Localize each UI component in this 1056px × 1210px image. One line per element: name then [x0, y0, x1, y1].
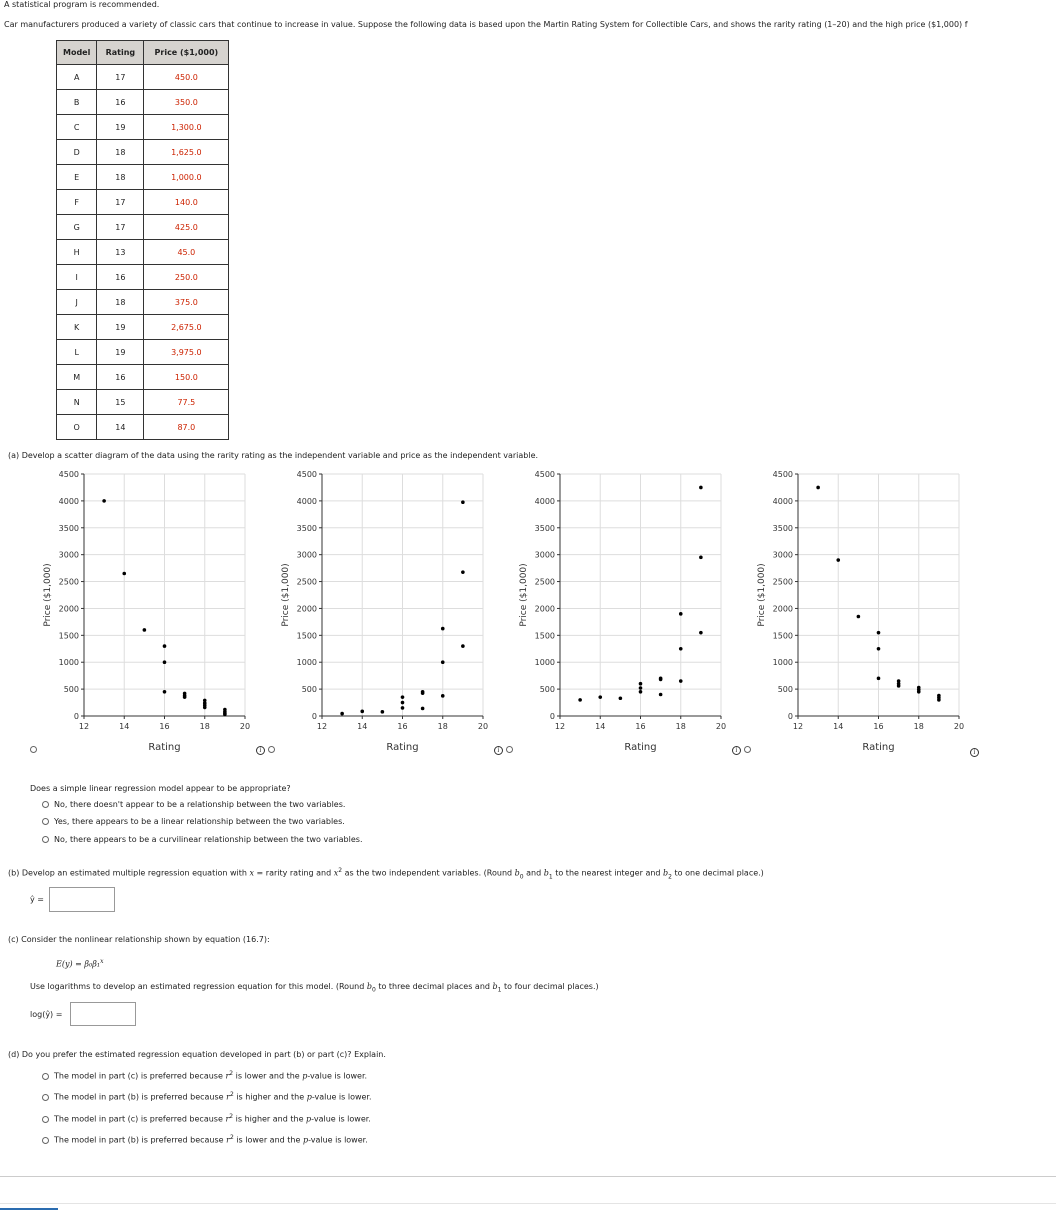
data-point: [183, 695, 187, 699]
regression-option-3[interactable]: [42, 835, 362, 844]
data-point: [699, 631, 703, 635]
option-label: Yes, there appears to be a linear relationship between the two variables.: [54, 817, 345, 826]
model-cell: G: [57, 215, 97, 240]
y-tick-label: 1500: [58, 631, 79, 641]
data-point: [441, 660, 445, 664]
data-point: [816, 486, 820, 490]
scatter-option-2-radio[interactable]: [268, 746, 275, 753]
rating-cell: 16: [97, 90, 144, 115]
data-table: [56, 40, 229, 440]
option-text-start: The model in part (c) is preferred because: [54, 1114, 226, 1124]
r-squared-symbol: r: [226, 1135, 230, 1145]
y-tick-label: 3500: [58, 523, 79, 533]
y-tick-label: 500: [539, 685, 555, 695]
p-symbol: p: [302, 1135, 309, 1145]
y-tick-label: 2000: [58, 604, 79, 614]
x-axis-label: Rating: [624, 742, 657, 753]
table-row: [57, 415, 229, 440]
data-point: [163, 660, 167, 664]
y-tick-label: 3000: [296, 550, 317, 560]
option-text-mid: is higher and the: [233, 1092, 307, 1102]
part-d-prompt: (d) Do you prefer the estimated regression equation developed in part (b) or part (c)? Explain.: [8, 1050, 386, 1059]
data-point: [381, 710, 385, 714]
model-cell: M: [57, 365, 97, 390]
table-row: [57, 265, 229, 290]
y-axis-label: Price ($1,000): [43, 563, 53, 627]
y-tick-label: 3500: [772, 523, 793, 533]
option-label: No, there doesn't appear to be a relationship between the two variables.: [54, 800, 346, 809]
x-axis-label: Rating: [862, 742, 895, 753]
y-tick-label: 4000: [534, 496, 555, 506]
column-header-model: Model: [57, 41, 97, 65]
y-tick-label: 3000: [772, 550, 793, 560]
y-tick-label: 0: [311, 712, 317, 721]
scatter-option-3-info-icon[interactable]: i: [732, 746, 741, 755]
scatter-option-4-info-icon[interactable]: i: [970, 748, 979, 757]
table-row: [57, 365, 229, 390]
data-point: [679, 679, 683, 683]
scatter-option-3-radio[interactable]: [506, 746, 513, 753]
model-cell: O: [57, 415, 97, 440]
table-row: [57, 215, 229, 240]
part-d-option-1[interactable]: The model in part (c) is preferred because $r^2$ is lower and the p-value is lower.: [42, 1070, 367, 1081]
rating-cell: 18: [97, 140, 144, 165]
price-cell: 45.0: [144, 240, 229, 265]
part-a-prompt: (a) Develop a scatter diagram of the data using the rarity rating as the independent variable and price as the independent variable.: [8, 451, 539, 460]
y-tick-label: 3500: [296, 523, 317, 533]
data-point: [461, 570, 465, 574]
rating-cell: 14: [97, 415, 144, 440]
model-cell: I: [57, 265, 97, 290]
y-tick-label: 2500: [296, 577, 317, 587]
r-squared-symbol: r: [226, 1092, 230, 1102]
table-header-row: [57, 41, 229, 65]
y-tick-label: 2500: [772, 577, 793, 587]
part-c-answer-input[interactable]: [70, 1002, 136, 1026]
table-row: [57, 390, 229, 415]
y-tick-label: 0: [787, 712, 793, 721]
data-point: [639, 686, 643, 690]
rating-cell: 17: [97, 65, 144, 90]
price-cell: 1,000.0: [144, 165, 229, 190]
price-cell: 77.5: [144, 390, 229, 415]
table-row: [57, 340, 229, 365]
data-point: [401, 695, 405, 699]
x-tick-label: 12: [792, 722, 804, 731]
data-point: [163, 690, 167, 694]
y-tick-label: 3000: [58, 550, 79, 560]
table-row: [57, 65, 229, 90]
y-tick-label: 0: [549, 712, 555, 721]
data-point: [340, 712, 344, 716]
model-cell: K: [57, 315, 97, 340]
y-tick-label: 2500: [58, 577, 79, 587]
option-text-end: -value is lower.: [308, 1135, 368, 1145]
y-tick-label: 1000: [296, 658, 317, 668]
x-axis-label: Rating: [386, 742, 419, 753]
data-point: [619, 696, 623, 700]
rating-cell: 13: [97, 240, 144, 265]
data-point: [122, 572, 126, 576]
y-tick-label: 1500: [772, 631, 793, 641]
part-c-answer-label: log(ŷ) =: [30, 1010, 63, 1019]
part-c-prompt: (c) Consider the nonlinear relationship shown by equation (16.7):: [8, 935, 270, 944]
option-text-start: The model in part (b) is preferred because: [54, 1092, 227, 1102]
model-cell: B: [57, 90, 97, 115]
scatter-option-1-info-icon[interactable]: i: [256, 746, 265, 755]
model-cell: F: [57, 190, 97, 215]
rating-cell: 16: [97, 365, 144, 390]
rating-cell: 19: [97, 340, 144, 365]
option-label: No, there appears to be a curvilinear relationship between the two variables.: [54, 835, 363, 844]
x-tick-label: 16: [635, 722, 646, 731]
y-tick-label: 4500: [296, 470, 317, 479]
x-tick-label: 16: [873, 722, 884, 731]
x-tick-label: 14: [357, 722, 368, 731]
x-tick-label: 20: [953, 722, 965, 731]
x-tick-label: 20: [477, 722, 489, 731]
scatter-option-4: [754, 466, 974, 758]
rating-cell: 15: [97, 390, 144, 415]
data-point: [441, 627, 445, 631]
column-header-price: Price ($1,000): [144, 41, 229, 65]
table-row: [57, 315, 229, 340]
scatter-option-4-radio[interactable]: [744, 746, 751, 753]
y-tick-label: 4000: [772, 496, 793, 506]
data-point: [659, 693, 663, 697]
part-d-option-2[interactable]: The model in part (b) is preferred because $r^2$ is higher and the p-value is lower.: [42, 1091, 372, 1102]
rating-cell: 19: [97, 115, 144, 140]
x-tick-label: 20: [239, 722, 251, 731]
option-text-mid: is lower and the: [233, 1135, 303, 1145]
data-point: [401, 706, 405, 710]
data-point: [679, 612, 683, 616]
model-cell: J: [57, 290, 97, 315]
part-b-prompt: (b) Develop an estimated multiple regression equation with x = rarity rating and $x^2$ as the two independent variables. (Round $b_0$ and $b_1$ to the nearest integer and $b_2$ to one decimal place.): [8, 867, 764, 881]
radio-icon[interactable]: [42, 1094, 49, 1101]
option-text-end: -value is lower.: [311, 1114, 371, 1124]
radio-icon[interactable]: [42, 1073, 49, 1080]
price-cell: 350.0: [144, 90, 229, 115]
table-row: [57, 190, 229, 215]
data-point: [836, 558, 840, 562]
y-tick-label: 4500: [534, 470, 555, 479]
rating-cell: 17: [97, 215, 144, 240]
rating-cell: 17: [97, 190, 144, 215]
x-tick-label: 20: [715, 722, 727, 731]
y-tick-label: 2000: [296, 604, 317, 614]
data-point: [421, 691, 425, 695]
part-d-option-3[interactable]: The model in part (c) is preferred because $r^2$ is higher and the p-value is lower.: [42, 1113, 371, 1124]
regression-question-prompt: Does a simple linear regression model appear to be appropriate?: [30, 784, 291, 793]
data-point: [143, 628, 147, 632]
x-tick-label: 18: [199, 722, 210, 731]
table-row: [57, 140, 229, 165]
option-text-end: -value is lower.: [311, 1092, 372, 1102]
y-tick-label: 1500: [296, 631, 317, 641]
rating-cell: 18: [97, 290, 144, 315]
scatter-option-2-info-icon[interactable]: i: [494, 746, 503, 755]
price-cell: 2,675.0: [144, 315, 229, 340]
rating-cell: 18: [97, 165, 144, 190]
data-point: [461, 644, 465, 648]
y-tick-label: 1500: [534, 631, 555, 641]
data-point: [917, 690, 921, 694]
y-tick-label: 500: [301, 685, 317, 695]
p-symbol: p: [306, 1092, 312, 1102]
price-cell: 1,625.0: [144, 140, 229, 165]
data-point: [203, 706, 207, 710]
data-point: [877, 677, 881, 681]
price-cell: 250.0: [144, 265, 229, 290]
data-point: [102, 499, 106, 503]
option-text-mid: is higher and the: [233, 1114, 307, 1124]
y-tick-label: 0: [73, 712, 79, 721]
p-symbol: p: [306, 1114, 312, 1124]
x-tick-label: 16: [397, 722, 408, 731]
r-squared-symbol: r: [225, 1071, 230, 1081]
data-point: [937, 698, 941, 702]
data-point: [639, 690, 643, 694]
table-row: [57, 115, 229, 140]
y-axis-label: Price ($1,000): [281, 563, 291, 627]
table-row: [57, 290, 229, 315]
data-point: [659, 678, 663, 682]
part-b-answer-label: ŷ =: [30, 895, 44, 904]
rating-cell: 19: [97, 315, 144, 340]
data-point: [163, 644, 167, 648]
x-tick-label: 12: [554, 722, 566, 731]
scatter-option-1: [40, 466, 260, 758]
part-b-answer-input[interactable]: [49, 887, 115, 912]
x-axis-label: Rating: [148, 742, 181, 753]
data-point: [639, 682, 643, 686]
y-tick-label: 2000: [534, 604, 555, 614]
model-cell: A: [57, 65, 97, 90]
data-point: [877, 631, 881, 635]
data-point: [679, 647, 683, 651]
y-tick-label: 2500: [534, 577, 555, 587]
data-point: [699, 556, 703, 560]
x-tick-label: 12: [78, 722, 90, 731]
price-cell: 87.0: [144, 415, 229, 440]
column-header-rating: Rating: [97, 41, 144, 65]
data-point: [699, 486, 703, 490]
part-c-equation: E(y) = β₀β₁$^x$: [56, 958, 104, 969]
option-text-start: The model in part (c) is preferred because: [54, 1071, 226, 1081]
p-symbol: p: [302, 1071, 308, 1081]
price-cell: 140.0: [144, 190, 229, 215]
radio-icon[interactable]: [42, 818, 49, 825]
x-tick-label: 18: [437, 722, 448, 731]
rating-cell: 16: [97, 265, 144, 290]
radio-icon[interactable]: [42, 801, 49, 808]
model-cell: H: [57, 240, 97, 265]
model-cell: D: [57, 140, 97, 165]
option-text-mid: is lower and the: [233, 1071, 303, 1081]
r-squared-symbol: r: [225, 1114, 230, 1124]
y-tick-label: 3000: [534, 550, 555, 560]
x-tick-label: 18: [675, 722, 686, 731]
scatter-option-2: [278, 466, 498, 758]
data-point: [223, 713, 227, 717]
price-cell: 375.0: [144, 290, 229, 315]
x-tick-label: 16: [159, 722, 170, 731]
bottom-divider: [0, 1176, 1056, 1177]
option-text-end: -value is lower.: [307, 1071, 368, 1081]
x-tick-label: 14: [595, 722, 606, 731]
data-point: [461, 500, 465, 504]
y-tick-label: 1000: [58, 658, 79, 668]
model-cell: E: [57, 165, 97, 190]
y-tick-label: 4000: [296, 496, 317, 506]
y-tick-label: 2000: [772, 604, 793, 614]
radio-icon[interactable]: [42, 1137, 49, 1144]
price-cell: 450.0: [144, 65, 229, 90]
radio-icon[interactable]: [42, 836, 49, 843]
regression-option-2[interactable]: [42, 817, 345, 826]
model-cell: N: [57, 390, 97, 415]
table-row: [57, 90, 229, 115]
regression-option-1[interactable]: [42, 800, 345, 809]
data-point: [578, 698, 582, 702]
data-point: [877, 647, 881, 651]
y-tick-label: 500: [63, 685, 79, 695]
x-tick-label: 14: [119, 722, 130, 731]
y-tick-label: 1000: [534, 658, 555, 668]
price-cell: 3,975.0: [144, 340, 229, 365]
data-point: [441, 694, 445, 698]
recommendation-note: A statistical program is recommended.: [4, 0, 160, 9]
data-point: [598, 695, 602, 699]
option-text-start: The model in part (b) is preferred because: [54, 1135, 227, 1145]
y-tick-label: 4500: [58, 470, 79, 479]
y-axis-label: Price ($1,000): [519, 563, 529, 627]
model-cell: L: [57, 340, 97, 365]
y-tick-label: 3500: [534, 523, 555, 533]
table-row: [57, 240, 229, 265]
part-c-instruction: Use logarithms to develop an estimated regression equation for this model. (Round $b_0$ to three decimal places and $b_1$ to four decimal places.): [30, 982, 599, 994]
model-cell: C: [57, 115, 97, 140]
price-cell: 150.0: [144, 365, 229, 390]
footer-divider: [0, 1203, 1056, 1204]
x-tick-label: 14: [833, 722, 844, 731]
scatter-option-1-radio[interactable]: [30, 746, 37, 753]
part-d-option-4[interactable]: The model in part (b) is preferred because $r^2$ is lower and the p-value is lower.: [42, 1134, 368, 1145]
table-row: [57, 165, 229, 190]
problem-intro: Car manufacturers produced a variety of classic cars that continue to increase in value. Suppose the following data is based upon the Martin Rating System for Collectible Cars, and shows the rarity rating (1–20) and the high price ($1,000) f: [4, 20, 968, 29]
data-point: [421, 707, 425, 711]
x-tick-label: 18: [913, 722, 924, 731]
data-point: [401, 701, 405, 705]
price-cell: 425.0: [144, 215, 229, 240]
radio-icon[interactable]: [42, 1116, 49, 1123]
x-tick-label: 12: [316, 722, 328, 731]
data-point: [360, 710, 364, 714]
y-tick-label: 1000: [772, 658, 793, 668]
y-axis-label: Price ($1,000): [757, 563, 767, 627]
y-tick-label: 500: [777, 685, 793, 695]
data-point: [897, 684, 901, 688]
scatter-option-3: [516, 466, 736, 758]
y-tick-label: 4500: [772, 470, 793, 479]
y-tick-label: 4000: [58, 496, 79, 506]
data-point: [857, 615, 861, 619]
price-cell: 1,300.0: [144, 115, 229, 140]
